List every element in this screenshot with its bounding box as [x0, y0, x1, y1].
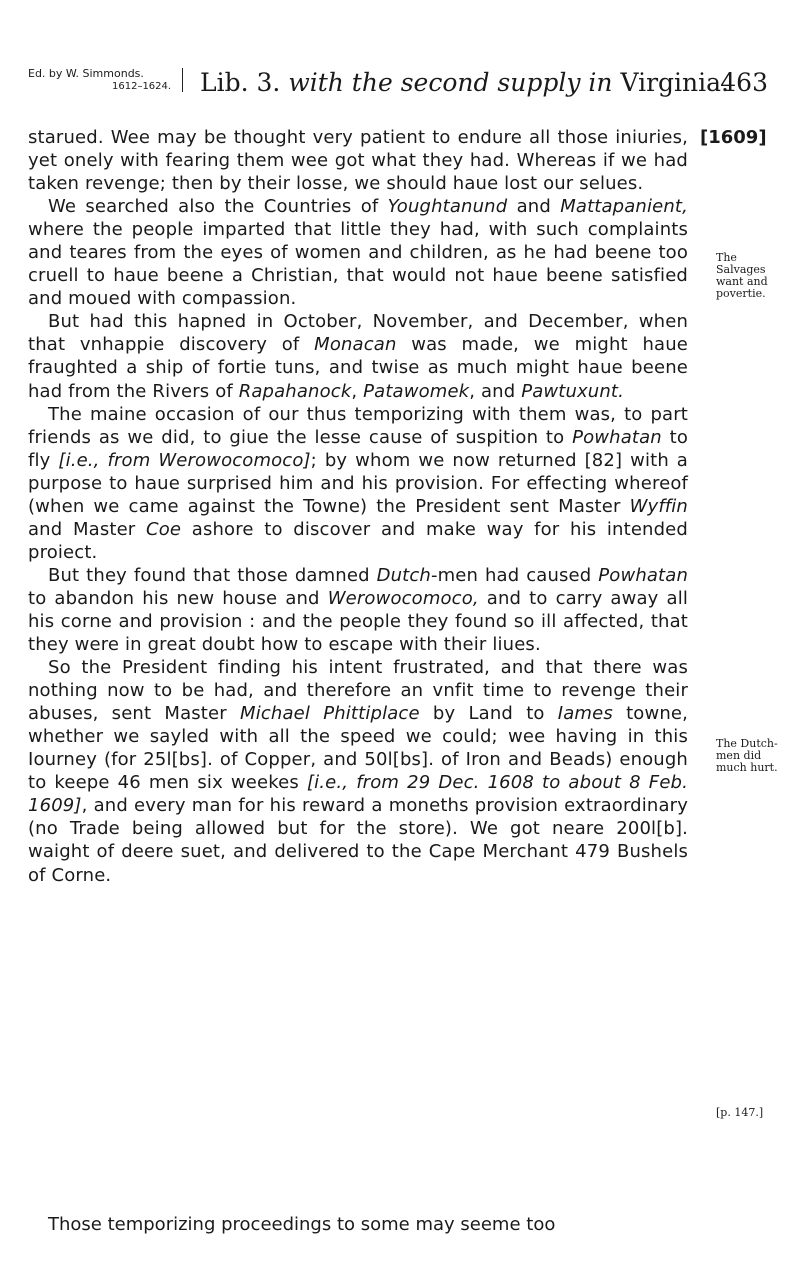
paragraph: But had this hapned in October, November, and December, when that vnhappie discovery of Monacan was made, we might haue fraughted a ship of fortie tuns, and twise as much might haue beene had from the Rivers of Rapahanock, Patawomek, and Pawtuxunt. — [28, 311, 688, 402]
paragraph: We searched also the Countries of Youghtanund and Mattapanient, where the people imparted that little they had, with such complaints and teares from the eyes of women and children, as he had beene too cruell to haue beene a Christian, that would not haue beene satisfied and moued with compassion. — [28, 196, 688, 310]
paragraph: So the President finding his intent frustrated, and that there was nothing now to be had, and therefore an vnfit time to revenge their abuses, sent Master Michael Phittiplace by Land to Iames towne, whether we sayled with all the speed we could; wee having in this Iourney (for 25l[bs]. of Copper, and 50l[bs]. of Iron and Beads) enough to keepe 46 men six weekes [i.e., from 29 Dec. 1608 to about 8 Feb. 1609], and every man for his reward a moneths provision extraordinary (no Trade being allowed but for the store). We got neare 200l[b]. waight of deere suet, and delivered to the Cape Merchant 479 Bushels of Corne. — [28, 657, 688, 886]
book-number: Lib. 3. — [200, 68, 281, 97]
editor-years: 1612–1624. — [112, 81, 172, 92]
editor-credit: Ed. by W. Simmonds. — [28, 67, 144, 80]
margin-line: much hurt. — [716, 761, 778, 774]
margin-note-dutchmen — [716, 738, 796, 774]
page-number: 463 — [720, 68, 768, 97]
paragraph: The maine occasion of our thus temporizing with them was, to part friends as we did, to giue the lesse cause of suspition to Powhatan to fly [i.e., from Werowocomoco]; by whom we now returned [82] with a purpose to haue surprised him and his provision. For effecting whereof (when we came against the Towne) the President sent Master Wyffin and Master Coe ashore to discover and make way for his intended proiect. — [28, 403, 688, 563]
title-text: with the second supply in — [288, 68, 613, 97]
margin-note-page-ref: [p. 147.] — [716, 1106, 764, 1119]
margin-note-salvages — [716, 252, 796, 300]
margin-line: The Dutch- — [716, 737, 778, 750]
closing-line: Those temporizing proceedings to some may seeme too — [48, 1214, 556, 1235]
paragraph: But they found that those damned Dutch-men had caused Powhatan to abandon his new house and Werowocomoco, and to carry away all his corne and provision : and the people they found so ill affected, that they were in great doubt how to escape with their liues. — [28, 564, 689, 656]
margin-line: The — [716, 251, 737, 264]
margin-year: [1609] — [700, 127, 767, 148]
margin-line: men did — [716, 749, 762, 762]
title-place: Virginia. — [620, 68, 729, 97]
margin-line: want and — [716, 275, 768, 288]
paragraph: starued. Wee may be thought very patient to endure all those iniuries, yet onely with fearing them wee got what they had. Whereas if we had taken revenge; then by their losse, we should haue lost our selues. — [28, 127, 688, 195]
margin-line: povertie. — [716, 287, 766, 300]
running-header — [28, 68, 768, 108]
margin-line: Salvages — [716, 263, 766, 276]
running-title — [200, 69, 729, 97]
body-text — [28, 126, 688, 887]
